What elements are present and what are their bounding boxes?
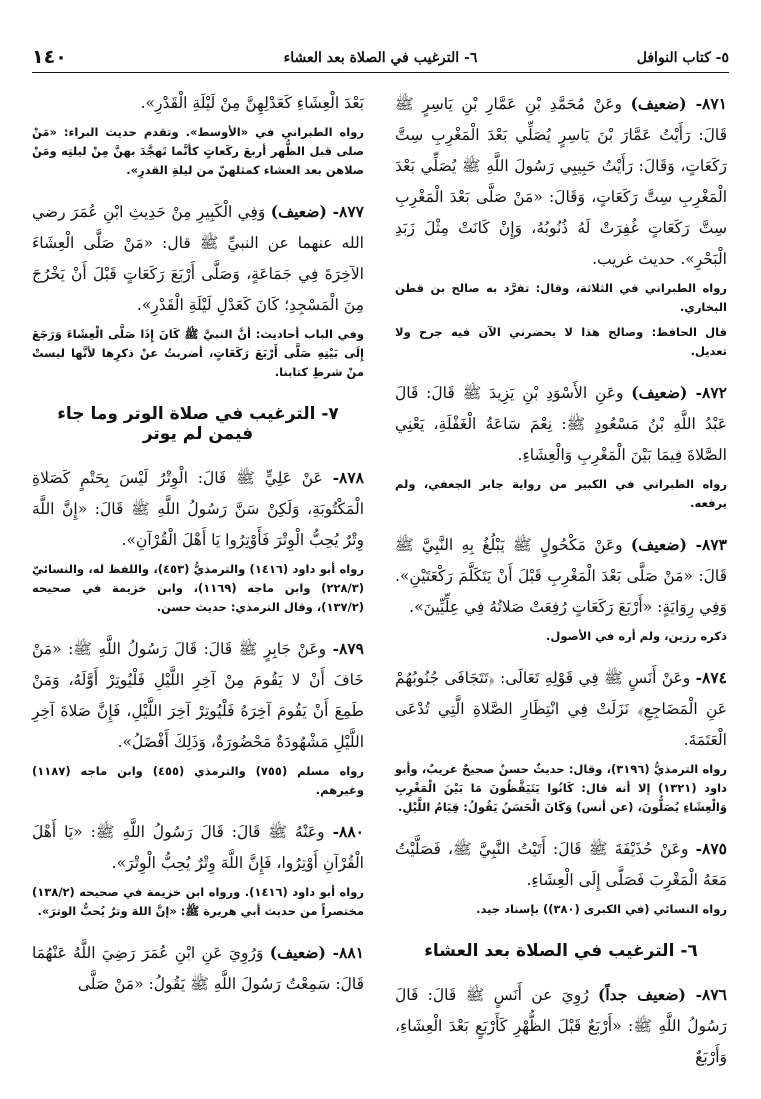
hadith-text [32, 88, 364, 119]
page-header [32, 44, 729, 74]
source-note: قال الحافظ: وصالح هذا لا يحضرني الآن فيه جرح ولا تعديل. [395, 325, 727, 358]
block-spacer [395, 367, 727, 377]
block-spacer [32, 806, 364, 816]
hadith-text [395, 979, 727, 1073]
hadith-body: وعَنْ جَابِرٍ ﷺ قَالَ: قَالَ رَسُولُ اللَّهِ ﷺ: «مَنْ خَافَ أَنْ لا يَقُومَ مِنْ آخِرِ اللَّيْلِ فَلْيُوتِرْ أَوَّلَهُ، وَمَنْ طَمِعَ أَنْ يَقُومَ آخِرَهُ فَلْيُوتِرْ آخِرَ اللَّيْلِ، فَإِنَّ صَلاةَ آخِرِ اللَّيْلِ مَشْهُودَةٌ مَحْضُورَةٌ، وَذَلِكَ أَفْضَلُ». [32, 640, 364, 751]
left-column [32, 88, 364, 1004]
block-spacer [32, 927, 364, 937]
hadith-number: ٨٧٨- [332, 468, 364, 487]
block-spacer [395, 519, 727, 529]
hadith-body: وعَنْ مَكْحُولٍ ﷺ يَبْلُغُ بِهِ النَّبِيَّ ﷺ قَالَ: «مَنْ صَلَّى بَعْدَ الْمَغْرِبِ قَبْلَ أَنْ يَتَكَلَّمَ رَكْعَتَيْنِ». وَفِي رِوَايَةٍ: «أَرْبَعَ رَكَعَاتٍ رُفِعَتْ صَلاتُهُ فِي عِلِّيِّينَ». [395, 536, 727, 616]
hadith-number: ٨٧٦- (ضعيف جداً) [598, 985, 728, 1004]
source-note: رواه أبو داود (١٤١٦). ورواه ابن خزيمة في صحيحه (١٣٨/٢) مختصراً من حديث أبي هريرة ﷺ: «إنَّ اللهَ وترٌ يُحبُّ الوترَ». [32, 885, 364, 918]
hadith-number: ٨٧٣- (ضعيف) [630, 535, 727, 554]
hadith-text [32, 196, 364, 321]
hadith-body: وَفِي الْكَبِيرِ مِنْ حَدِيثِ ابْنِ عُمَرَ رضي الله عنهما عن النبيِّ ﷺ قال: «مَنْ صَلَّى الْعِشَاءَ الآخِرَةَ فِي جَمَاعَةٍ، وَصَلَّى أَرْبَعَ رَكَعَاتٍ قَبْلَ أَنْ يَخْرُجَ مِنَ الْمَسْجِدِ؛ كَانَ كَعَدْلِ لَيْلَةِ الْقَدْرِ». [32, 203, 364, 314]
hadith-number: ٨٨٠- [332, 822, 364, 841]
source-note: رواه الطبراني في الكبير من رواية جابر الجعفي، ولم يرفعه. [395, 477, 727, 510]
hadith-body: وعَنْ أَنَسٍ ﷺ فِي قَوْلِهِ تَعَالَى: ﴿تَتَجَافَى جُنُوبُهُمْ عَنِ الْمَضَاجِعِ﴾ نَزَلَتْ فِي انْتِظَارِ الصَّلاةِ الَّتِي تُدْعَى الْعَتَمَةَ. [395, 669, 727, 749]
section-title: ٧- الترغيب في صلاة الوتر وما جاء فيمن لم يوتر [57, 404, 339, 444]
source-note: وفي الباب أحاديث: أنَّ النبيَّ ﷺ كَانَ إِذَا صَلَّى الْعِشَاءَ وَرَجَعَ إِلَى بَيْتِهِ صَلَّى أَرْبَعَ رَكَعَاتٍ، أضربتُ عنْ ذكرِها لأنَّها ليستْ منْ شرطِ كتابنا. [32, 327, 364, 379]
page-number: ١٤٠ [32, 46, 67, 68]
hadith-text [32, 462, 364, 556]
hadith-text [395, 88, 727, 275]
block-spacer [32, 388, 364, 398]
hadith-number: ٨٨١- (ضعيف) [269, 943, 364, 962]
hadith-text [395, 377, 727, 471]
source-note: رواه الترمذيُّ (٣١٩٦)، وقال: حديثٌ حسنٌ صحيحٌ غريبٌ، وأبو داود (١٣٢١) إلا أنه قال: كَانُوا يَتَيَقَّظُونَ مَا بَيْنَ الْمَغْرِبِ وَالْعِشَاءِ يُصَلُّونَ، (عن أنس) وَكَانَ الْحَسَنُ يَقُولُ: قِيَامُ اللَّيْلِ. [395, 762, 727, 814]
right-column [395, 88, 727, 1077]
block-spacer [32, 186, 364, 196]
header-rule [32, 72, 729, 73]
source-note: ذكره رزين، ولم أره في الأصول. [545, 629, 727, 643]
block-spacer [395, 652, 727, 662]
source-note: رواه مسلم (٧٥٥) والترمذي (٤٥٥) وابن ماجه (١١٨٧) وغيرهم. [32, 764, 364, 797]
source-note: رواه أبو داود (١٤١٦) والترمذيُّ (٤٥٣)، واللفظ له، والنسائيّ (٢٢٨/٣) وابن ماجه (١١٦٩)، وابن خزيمة في صحيحه (١٣٧/٢)، وقال الترمذي: حديث حسن. [32, 562, 364, 614]
block-spacer [395, 823, 727, 833]
source-note: رواه النسائي (في الكبرى (٣٨٠)) بإسناد جيد. [476, 902, 727, 916]
block-spacer [395, 925, 727, 935]
hadith-body: وعَنْ حُذَيْفَةَ ﷺ قَالَ: أَتَيْتُ النَّبِيَّ ﷺ، فَصَلَّيْتُ مَعَهُ الْمَغْرِبَ فَصَلَّى إِلَى الْعِشَاءِ. [395, 840, 727, 889]
hadith-text [395, 529, 727, 623]
hadith-text [395, 662, 727, 756]
source-note: رواه الطبراني في الثلاثة، وقال: تفرَّد به صالح بن قطن البخاري. [395, 281, 727, 314]
section-title: ٦- الترغيب في الصلاة بعد العشاء [424, 941, 698, 961]
hadith-text [32, 633, 364, 758]
hadith-number: ٨٧٧- (ضعيف) [270, 202, 364, 221]
hadith-body: وعَنْ مُحَمَّدِ بْنِ عَمَّارِ بْنِ يَاسِرٍ ﷺ قَالَ: رَأَيْتُ عَمَّارَ بْنَ يَاسِرٍ يُصَلِّي بَعْدَ الْمَغْرِبِ سِتَّ رَكَعَاتٍ، وَقَالَ: رَأَيْتُ حَبِيبِي رَسُولَ اللَّهِ ﷺ يُصَلِّي بَعْدَ الْمَغْرِبِ سِتَّ رَكَعَاتٍ، وَقَالَ: «مَنْ صَلَّى بَعْدَ الْمَغْرِبِ سِتَّ رَكَعَاتٍ غُفِرَتْ لَهُ ذُنُوبُهُ، وَإِنْ كَانَتْ مِثْلَ زَبَدِ الْبَحْرِ». حديث غريب. [395, 95, 727, 268]
running-chapter-title: ٦- الترغيب في الصلاة بعد العشاء [283, 50, 478, 66]
hadith-text [395, 833, 727, 896]
hadith-number: ٨٧٩- [332, 639, 364, 658]
hadith-number: ٨٧٤- [695, 668, 727, 687]
hadith-body: رُوِيَ عن أَنَسٍ ﷺ قَالَ: قَالَ رَسُولُ اللَّهِ ﷺ: «أَرْبَعٌ قَبْلَ الظُّهْرِ كَأَرْبَعٍ بَعْدَ الْعِشَاءِ، وَأَرْبَعٌ [395, 986, 727, 1066]
hadith-text [32, 816, 364, 879]
hadith-body: وعَنْهُ ﷺ قَالَ: قَالَ رَسُولُ اللَّهِ ﷺ: «يَا أَهْلَ الْقُرْآنِ أَوْتِرُوا، فَإِنَّ اللَّهَ وِتْرٌ يُحِبُّ الْوِتْرَ». [32, 823, 364, 872]
hadith-body: بَعْدَ الْعِشَاءِ كَعَدْلِهِنَّ مِنْ لَيْلَةِ الْقَدْرِ». [140, 94, 364, 112]
hadith-number: ٨٧٥- [695, 839, 727, 858]
hadith-body: وَرُوِيَ عَنِ ابْنِ عُمَرَ رَضِيَ اللَّهُ عَنْهُمَا قَالَ: سَمِعْتُ رَسُولَ اللَّهِ ﷺ يَقُولُ: «مَنْ صَلَّى [32, 944, 364, 993]
hadith-body: عَنْ عَلِيٍّ ﷺ قَالَ: الْوِتْرُ لَيْسَ بِحَتْمٍ كَصَلاةِ الْمَكْتُوبَةِ، وَلَكِنْ سَنَّ رَسُولُ اللَّهِ ﷺ قَالَ: «إِنَّ اللَّهَ وِتْرٌ يُحِبُّ الْوِتْرَ فَأَوْتِرُوا يَا أَهْلَ الْقُرْآنِ». [32, 469, 364, 549]
hadith-number: ٨٧٢- (ضعيف) [631, 383, 728, 402]
running-book-title: ٥- كتاب النوافل [636, 50, 729, 66]
block-spacer [32, 623, 364, 633]
source-note: رواه الطبراني في «الأوسط». وتقدم حديث البراء: «مَنْ صلى قبل الظُّهر أربعَ ركَعاتٍ كأنَّما تَهجَّدَ بهنَّ مِنْ ليلتِه ومَنْ صلاهن بعد العشاء كمثلهنّ من ليلةِ القدرِ». [32, 125, 364, 177]
hadith-body: وعَنِ الأَسْوَدِ بْنِ يَزِيدَ ﷺ قَالَ: قَالَ عَبْدُ اللَّهِ بْنُ مَسْعُودٍ ﷺ: نِعْمَ سَاعَةُ الْغَفْلَةِ، يَعْنِي الصَّلاةَ فِيمَا بَيْنَ الْمَغْرِبِ وَالْعِشَاءِ. [395, 384, 727, 464]
hadith-text [32, 937, 364, 1000]
hadith-number: ٨٧١- (ضعيف) [630, 94, 728, 113]
